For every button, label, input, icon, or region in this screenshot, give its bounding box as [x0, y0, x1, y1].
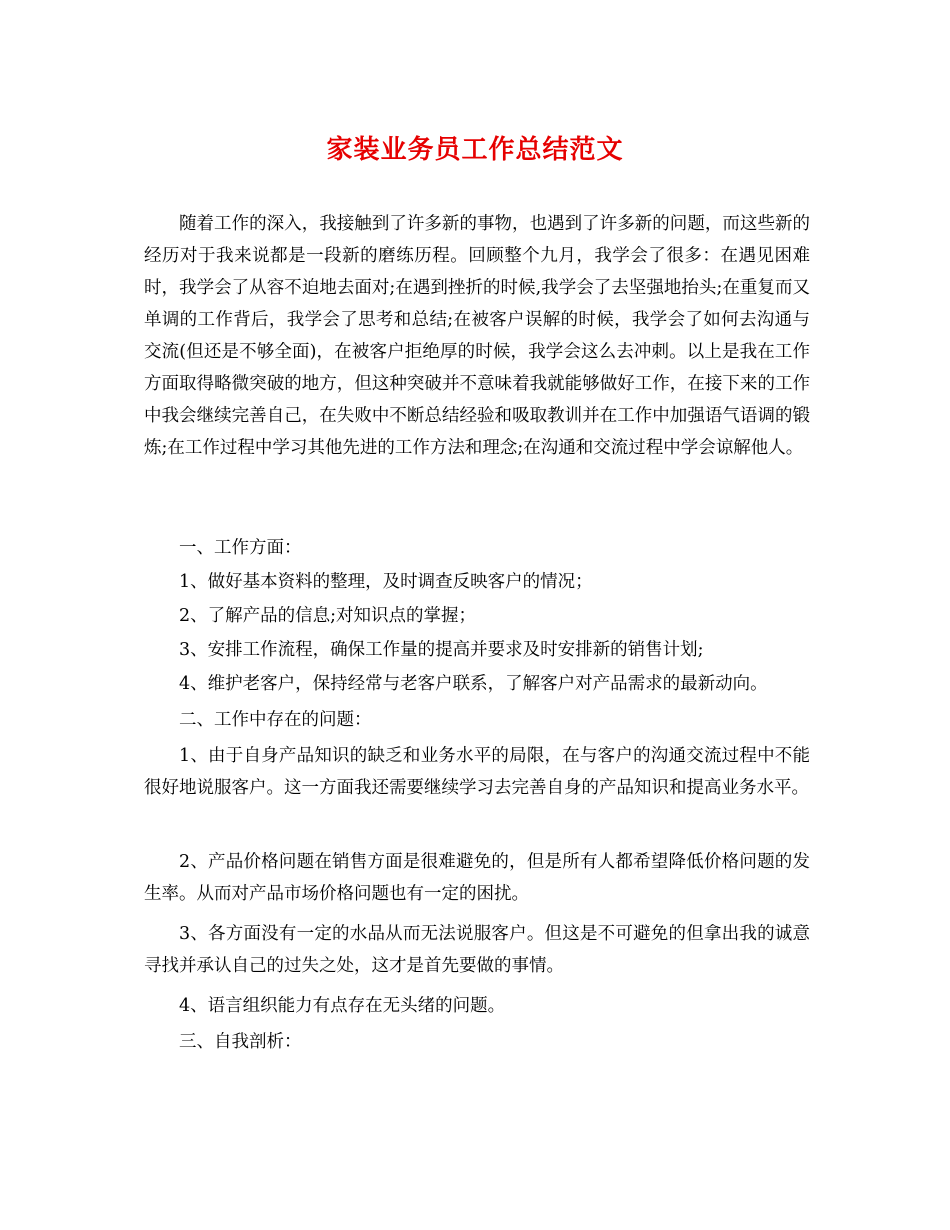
problem-item-1: 1、由于自身产品知识的缺乏和业务水平的局限，在与客户的沟通交流过程中不能很好地说服客户。这一方面我还需要继续学习去完善自身的产品知识和提高业务水平。 — [144, 746, 810, 798]
work-item-2: 2、了解产品的信息;对知识点的掌握； — [179, 606, 477, 626]
section-heading-work: 一、工作方面： — [179, 538, 302, 558]
section-heading-self-analysis: 三、自我剖析： — [179, 1032, 302, 1052]
section-heading-problems: 二、工作中存在的问题： — [179, 710, 372, 730]
work-item-4: 4、维护老客户，保持经常与老客户联系，了解客户对产品需求的最新动向。 — [179, 674, 768, 694]
work-item-3: 3、安排工作流程，确保工作量的提高并要求及时安排新的销售计划; — [179, 640, 704, 660]
document-title: 家装业务员工作总结范文 — [326, 135, 624, 165]
work-item-1: 1、做好基本资料的整理，及时调查反映客户的情况； — [179, 572, 593, 592]
problem-item-2: 2、产品价格问题在销售方面是很难避免的，但是所有人都希望降低价格问题的发生率。从而对产品市场价格问题也有一定的困扰。 — [144, 852, 810, 904]
problem-item-4: 4、语言组织能力有点存在无头绪的问题。 — [179, 996, 506, 1016]
paragraph-intro: 随着工作的深入，我接触到了许多新的事物，也遇到了许多新的问题，而这些新的经历对于我来说都是一段新的磨练历程。回顾整个九月，我学会了很多：在遇见困难时，我学会了从容不迫地去面对;在遇到挫折的时候,我学会了去坚强地抬头;在重复而又单调的工作背后，我学会了思考和总结;在被客户误解的时候，我学会了如何去沟通与交流(但还是不够全面)，在被客户拒绝厚的时候，我学会这么去冲刺。以上是我在工作方面取得略微突破的地方，但这种突破并不意味着我就能够做好工作，在接下来的工作中我会继续完善自己，在失败中不断总结经验和吸取教训并在工作中加强语气语调的锻炼;在工作过程中学习其他先进的工作方法和理念;在沟通和交流过程中学会谅解他人。 — [144, 214, 810, 458]
problem-item-3: 3、各方面没有一定的水品从而无法说服客户。但这是不可避免的但拿出我的诚意寻找并承认自己的过失之处，这才是首先要做的事情。 — [144, 924, 810, 976]
